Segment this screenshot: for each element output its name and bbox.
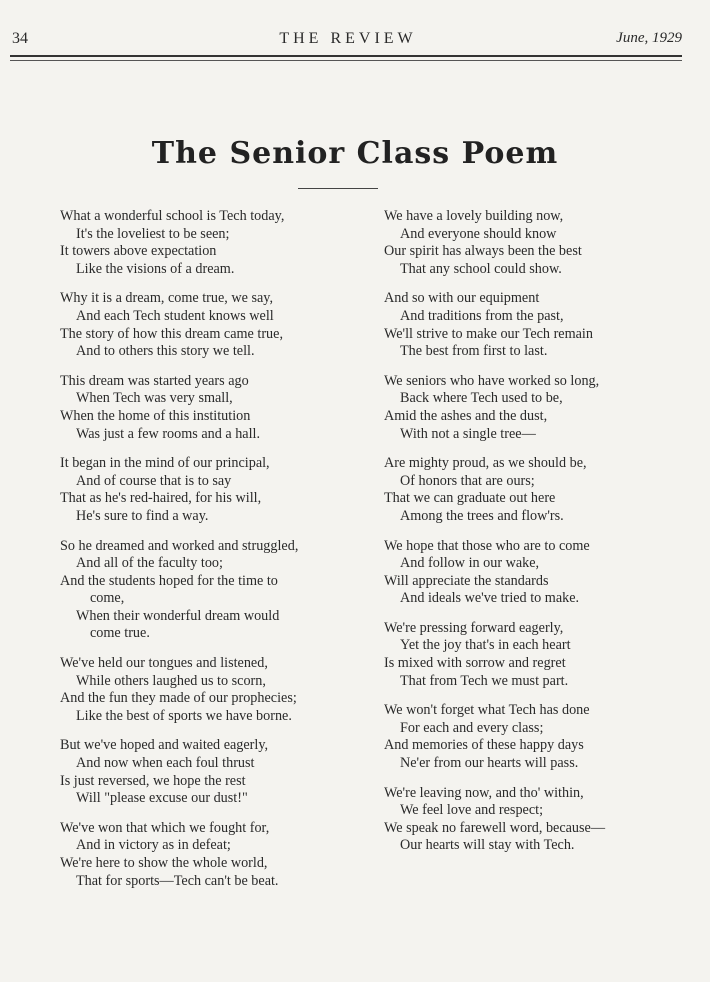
poem-line: And everyone should know [400, 225, 557, 242]
poem-line: That as he's red-haired, for his will, [60, 490, 262, 507]
poem-line: When the home of this institution [60, 407, 251, 424]
poem-line: That from Tech we must part. [400, 672, 569, 689]
poem-line: This dream was started years ago [60, 372, 249, 389]
page-number: 34 [12, 30, 28, 47]
poem-column-left [60, 208, 350, 902]
poem-line: And follow in our wake, [400, 555, 540, 572]
poem-line: And now when each foul thrust [76, 755, 255, 772]
poem-line: We have a lovely building now, [384, 208, 564, 224]
stanza [384, 538, 670, 608]
poem-line: When Tech was very small, [76, 390, 233, 407]
poem-line: While others laughed us to scorn, [76, 672, 266, 689]
poem-line: And in victory as in defeat; [76, 837, 231, 854]
stanza [60, 373, 350, 443]
poem-line: Will appreciate the standards [384, 572, 549, 589]
poem-title: The Senior Class Poem [151, 136, 559, 171]
poem-line: And of course that is to say [76, 472, 232, 489]
stanza [60, 538, 350, 644]
poem-line: And the students hoped for the time to [60, 572, 278, 589]
poem-line: Like the best of sports we have borne. [76, 707, 292, 724]
poem-line: For each and every class; [400, 719, 544, 736]
stanza [384, 702, 670, 772]
header-rule-thin [10, 60, 682, 61]
poem-line: Of honors that are ours; [400, 472, 535, 489]
poem-line: But we've hoped and waited eagerly, [60, 737, 269, 754]
poem-line: We seniors who have worked so long, [384, 372, 600, 389]
stanza [384, 208, 670, 278]
poem-line: With not a single tree— [400, 425, 536, 442]
stanza [384, 373, 670, 443]
poem-line: We won't forget what Tech has done [384, 702, 590, 719]
stanza [60, 290, 350, 360]
poem-line: Is mixed with sorrow and regret [384, 655, 566, 672]
poem-line: It towers above expectation [60, 243, 217, 260]
poem-line: And memories of these happy days [384, 737, 584, 754]
poem-line: Is just reversed, we hope the rest [60, 772, 246, 789]
poem-line: Amid the ashes and the dust, [384, 407, 548, 424]
poem-line: Our spirit has always been the best [384, 243, 582, 260]
poem-line: come, [90, 590, 125, 607]
title-divider [298, 188, 378, 189]
stanza [60, 455, 350, 525]
poem-line: It began in the mind of our principal, [60, 455, 270, 472]
poem-line: That we can graduate out here [384, 490, 556, 507]
poem-line: Yet the joy that's in each heart [400, 637, 571, 654]
stanza [60, 208, 350, 278]
poem-line: When their wonderful dream would [76, 607, 280, 624]
poem-line: So he dreamed and worked and struggled, [60, 537, 299, 554]
poem-line: Among the trees and flow'rs. [400, 507, 564, 524]
poem-line: Ne'er from our hearts will pass. [400, 755, 579, 772]
poem-line: We've won that which we fought for, [60, 819, 270, 836]
poem-line: Why it is a dream, come true, we say, [60, 290, 273, 307]
poem-line: We speak no farewell word, because— [384, 819, 606, 836]
stanza [60, 820, 350, 890]
poem-line: And ideals we've tried to make. [400, 590, 580, 607]
poem-line: We're here to show the whole world, [60, 855, 268, 871]
stanza [384, 620, 670, 690]
poem-line: come true. [90, 625, 150, 642]
page-header [12, 30, 684, 52]
poem-line: We'll strive to make our Tech remain [384, 325, 593, 342]
poem-line: And traditions from the past, [400, 307, 564, 324]
poem-line: We hope that those who are to come [384, 537, 590, 554]
issue-date: June, 1929 [616, 30, 682, 46]
poem-line: The story of how this dream came true, [60, 325, 283, 342]
poem-line: Like the visions of a dream. [76, 260, 235, 277]
stanza [384, 455, 670, 525]
poem-line: Was just a few rooms and a hall. [76, 425, 261, 442]
poem-line: And the fun they made of our prophecies; [60, 690, 297, 707]
stanza [384, 785, 670, 855]
stanza [60, 737, 350, 807]
poem-line: We're pressing forward eagerly, [384, 619, 564, 636]
journal-title: THE REVIEW [279, 30, 417, 47]
poem-line: He's sure to find a way. [76, 507, 209, 524]
poem-line: And to others this story we tell. [76, 343, 255, 360]
poem-line: What a wonderful school is Tech today, [60, 208, 285, 224]
poem-line: That for sports—Tech can't be beat. [76, 872, 279, 889]
poem-line: We've held our tongues and listened, [60, 655, 268, 672]
header-rule [10, 55, 682, 57]
stanza [60, 655, 350, 725]
poem-column-right [384, 208, 670, 867]
poem-line: The best from first to last. [400, 343, 548, 360]
poem-line: And so with our equipment [384, 290, 540, 307]
poem-line: We're leaving now, and tho' within, [384, 784, 584, 801]
poem-line: Are mighty proud, as we should be, [384, 455, 587, 472]
poem-line: It's the loveliest to be seen; [76, 225, 230, 242]
poem-line: That any school could show. [400, 260, 562, 277]
poem-line: And each Tech student knows well [76, 307, 274, 324]
poem-line: Back where Tech used to be, [400, 390, 563, 407]
poem-line: We feel love and respect; [400, 802, 544, 819]
stanza [384, 290, 670, 360]
poem-line: And all of the faculty too; [76, 555, 223, 572]
poem-line: Our hearts will stay with Tech. [400, 837, 575, 854]
poem-line: Will "please excuse our dust!" [76, 790, 248, 807]
